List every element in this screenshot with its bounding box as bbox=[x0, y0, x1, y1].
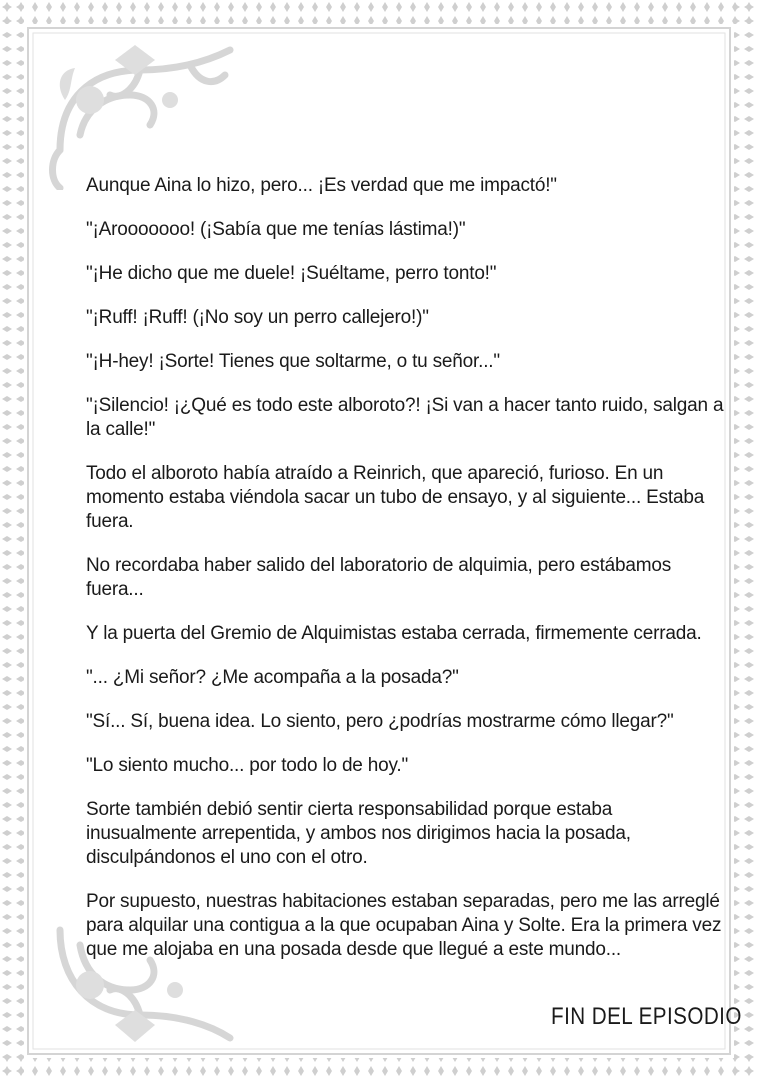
paragraph: Aunque Aina lo hizo, pero... ¡Es verdad que me impactó!" bbox=[86, 175, 557, 196]
story-text bbox=[86, 174, 726, 982]
paragraph: "¡He dicho que me duele! ¡Suéltame, perro tonto!" bbox=[86, 263, 497, 284]
paragraph: "Sí... Sí, buena idea. Lo siento, pero ¿podrías mostrarme cómo llegar?" bbox=[86, 711, 674, 732]
episode-end-label: FIN DEL EPISODIO bbox=[551, 1003, 742, 1030]
paragraph: "Lo siento mucho... por todo lo de hoy." bbox=[86, 755, 409, 776]
paragraph: "¡Arooooooo! (¡Sabía que me tenías lástima!)" bbox=[86, 219, 466, 240]
paragraph: "¡Ruff! ¡Ruff! (¡No soy un perro callejero!)" bbox=[86, 307, 429, 328]
paragraph: "... ¿Mi señor? ¿Me acompaña a la posada?" bbox=[86, 667, 459, 688]
corner-ornament-top-left bbox=[40, 40, 240, 190]
paragraph: No recordaba haber salido del laboratorio de alquimia, pero estábamos fuera... bbox=[86, 555, 672, 600]
paragraph: Todo el alboroto había atraído a Reinrich, que apareció, furioso. En un momento estaba viéndola sacar un tubo de ensayo, y al siguiente... Estaba fuera. bbox=[86, 463, 705, 532]
paragraph: Sorte también debió sentir cierta responsabilidad porque estaba inusualmente arrepentida, y ambos nos dirigimos hacia la posada, disculpándonos el uno con el otro. bbox=[86, 799, 631, 868]
paragraph: "¡H-hey! ¡Sorte! Tienes que soltarme, o tu señor..." bbox=[86, 351, 500, 372]
paragraph: Y la puerta del Gremio de Alquimistas estaba cerrada, firmemente cerrada. bbox=[86, 623, 702, 644]
paragraph: "¡Silencio! ¡¿Qué es todo este alboroto?! ¡Si van a hacer tanto ruido, salgan a la calle!" bbox=[86, 395, 724, 440]
paragraph: Por supuesto, nuestras habitaciones estaban separadas, pero me las arreglé para alquilar una contigua a la que ocupaban Aina y Solte. Era la primera vez que me alojaba en una posada desde que llegué a este mundo... bbox=[86, 891, 722, 960]
